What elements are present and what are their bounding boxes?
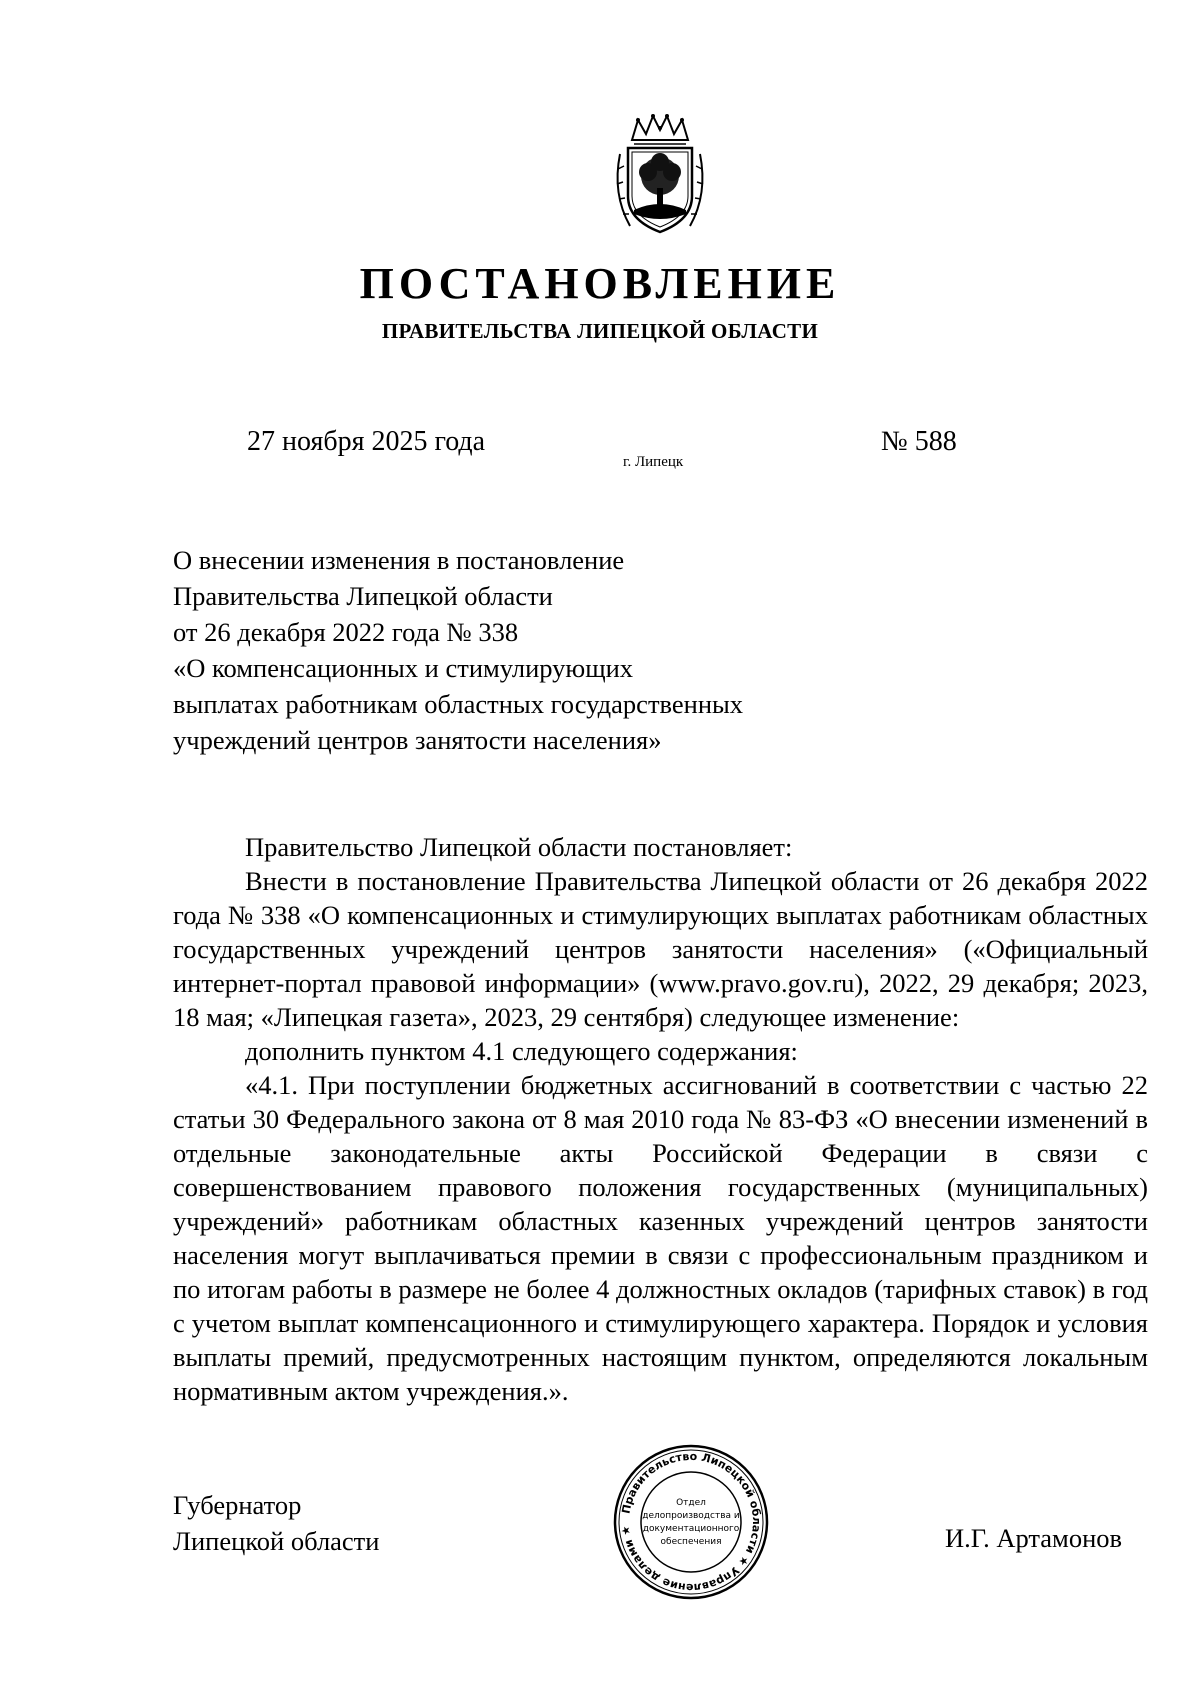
body-paragraph: «4.1. При поступлении бюджетных ассигнований в соответствии с частью 22 статьи 30 Федерального закона от 8 мая 2010 года № 83-ФЗ «О внесении изменений в отдельные законодательные акты Российской Федерации в связи с совершенствованием правового положения государственных (муниципальных) учреждений» работникам областных казенных учреждений центров занятости населения могут выплачиваться премии в связи с профессиональным праздником и по итогам работы в размере не более 4 должностных окладов (тарифных ставок) в год с учетом выплат компенсационного и стимулирующего характера. Порядок и условия выплаты премий, предусмотренных настоящим пунктом, определяются локальным нормативным актом учреждения.». — [173, 1070, 1148, 1406]
document-subtitle: ПРАВИТЕЛЬСТВА ЛИПЕЦКОЙ ОБЛАСТИ — [381, 319, 819, 343]
subject-line: «О компенсационных и стимулирующих — [173, 653, 634, 683]
body-paragraph: Правительство Липецкой области постановляет: — [245, 832, 793, 862]
signatory-name: И.Г. Артамонов — [945, 1523, 1123, 1553]
document-body — [173, 830, 1148, 1408]
seal-center-line: Отдел — [676, 1498, 706, 1508]
subject-line: выплатах работникам областных государственных — [173, 689, 744, 719]
official-seal-icon — [612, 1443, 770, 1601]
document-subject — [173, 542, 873, 758]
subject-line: О внесении изменения в постановление — [173, 545, 625, 575]
signature-position-line: Губернатор — [173, 1490, 302, 1520]
document-date: 27 ноября 2025 года — [247, 426, 486, 457]
seal-center-line: обеспечения — [660, 1537, 722, 1547]
document-number: № 588 — [881, 426, 957, 457]
document-title: ПОСТАНОВЛЕНИЕ — [359, 259, 841, 308]
seal-center-line: документационного — [642, 1524, 740, 1534]
subject-line: учреждений центров занятости населения» — [173, 725, 662, 755]
subject-line: от 26 декабря 2022 года № 338 — [173, 617, 519, 647]
body-paragraph: Внести в постановление Правительства Липецкой области от 26 декабря 2022 года № 338 «О компенсационных и стимулирующих выплатах работникам областных государственных учреждений центров занятости населения» («Официальный интернет-портал правовой информации» (www.pravo.gov.ru), 2022, 29 декабря; 2023, 18 мая; «Липецкая газета», 2023, 29 сентября) следующее изменение: — [173, 866, 1148, 1032]
signature-position-line: Липецкой области — [173, 1526, 380, 1556]
signature-position — [173, 1487, 379, 1559]
seal-center-line: делопроизводства и — [642, 1511, 740, 1521]
subject-line: Правительства Липецкой области — [173, 581, 553, 611]
coat-of-arms-icon — [610, 114, 710, 238]
seal-ring-text: Правительство Липецкой области ★ Управление делами ★ — [618, 1449, 764, 1595]
body-paragraph: дополнить пунктом 4.1 следующего содержания: — [245, 1036, 798, 1066]
document-city: г. Липецк — [623, 454, 684, 470]
